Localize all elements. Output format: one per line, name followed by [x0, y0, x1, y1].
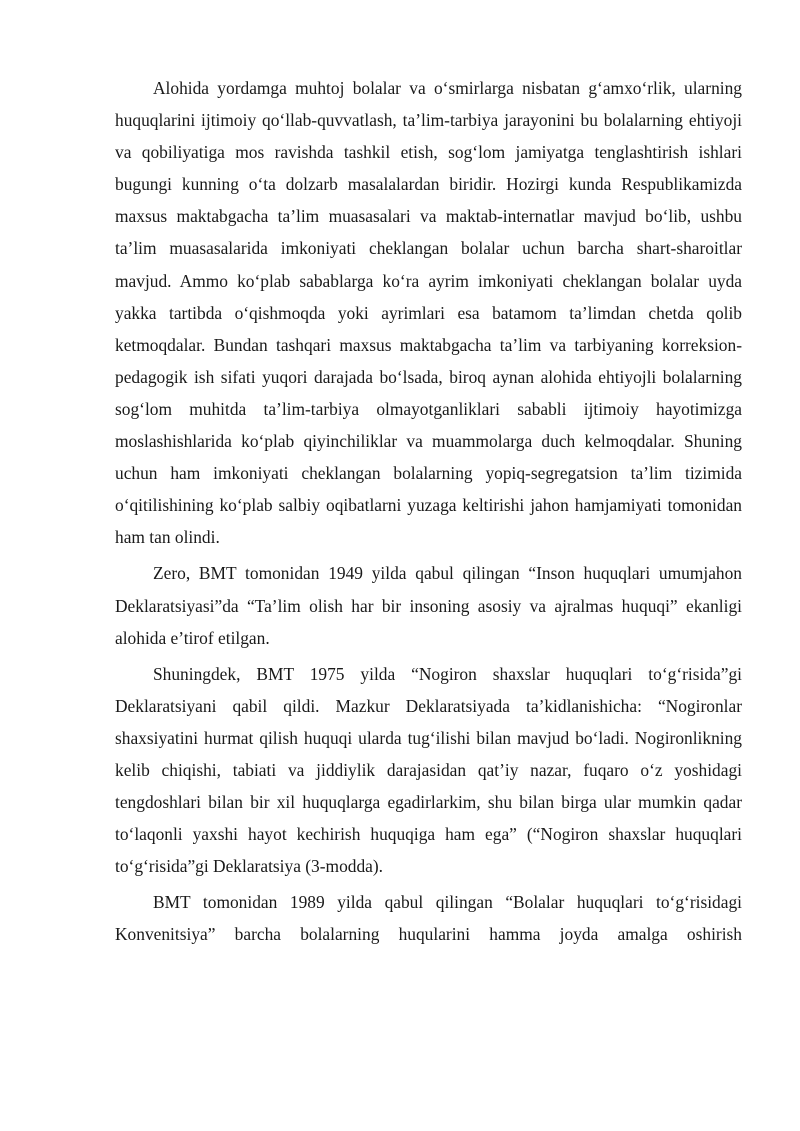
paragraph: BMT tomonidan 1989 yilda qabul qilingan “Bolalar huquqlari to‘g‘risidagi Konvenitsiya” barcha bolalarning huqularini hamma joyda amalga oshirish	[115, 892, 742, 945]
paragraph: Shuningdek, BMT 1975 yilda “Nogiron shaxslar huquqlari to‘g‘risida”gi Deklaratsiyani qabil qildi. Mazkur Deklaratsiyada ta’kidlanishicha: “Nogironlar shaxsiyatini hurmat qilish huquqi ularda tug‘ilishi bilan mavjud bo‘ladi. Nogironlikning kelib chiqishi, tabiati va jiddiylik darajasidan qat’iy nazar, fuqaro o‘z yoshidagi tengdoshlari bilan bir xil huquqlarga egadirlarkim, shu bilan birga ular mumkin qadar to‘laqonli yaxshi hayot kechirish huquqiga ham ega” (“Nogiron shaxslar huquqlari to‘g‘risida”gi Deklaratsiya (3-modda).	[115, 663, 742, 877]
paragraph: Alohida yordamga muhtoj bolalar va o‘smirlarga nisbatan g‘amxo‘rlik, ularning huquqlarini ijtimoiy qo‘llab-quvvatlash, ta’lim-tarbiya jarayonini bu bolalarning ehtiyoji va qobiliyatiga mos ravishda tashkil etish, sog‘lom jamiyatga tenglashtirish ishlari bugungi kunning o‘ta dolzarb masalalardan biridir. Hozirgi kunda Respublikamizda maxsus maktabgacha ta’lim muasasalari va maktab-internatlar mavjud bo‘lib, ushbu ta’lim muasasalarida imkoniyati cheklangan bolalar uchun barcha shart-sharoitlar mavjud. Ammo ko‘plab sabablarga ko‘ra ayrim imkoniyati cheklangan bolalar uyda yakka tartibda o‘qishmoqda yoki ayrimlari esa batamom ta’limdan chetda qolib ketmoqdalar. Bundan tashqari maxsus maktabgacha ta’lim va tarbiyaning korreksion-pedagogik ish sifati yuqori darajada bo‘lsada, biroq aynan alohida ehtiyojli bolalarning sog‘lom muhitda ta’lim-tarbiya olmayotganliklari sababli ijtimoiy hayotimizga moslashishlarida ko‘plab qiyinchiliklar va muammolarga duch kelmoqdalar. Shuning uchun ham imkoniyati cheklangan bolalarning yopiq-segregatsion ta’lim tizimida o‘qitilishining ko‘plab salbiy oqibatlarni yuzaga keltirishi jahon hamjamiyati tomonidan ham tan olindi.	[115, 78, 742, 548]
body-text	[115, 72, 742, 951]
paragraph: Zero, BMT tomonidan 1949 yilda qabul qilingan “Inson huquqlari umumjahon Deklaratsiyasi”da “Ta’lim olish har bir insoning asosiy va ajralmas huquqi” ekanligi alohida e’tirof etilgan.	[115, 563, 742, 648]
